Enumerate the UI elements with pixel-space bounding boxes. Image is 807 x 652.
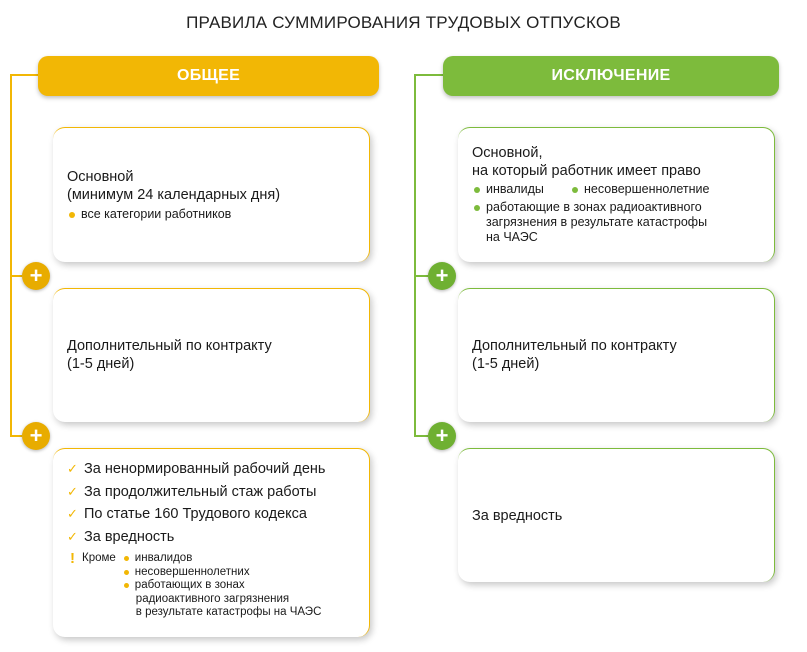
list-item	[570, 182, 709, 197]
general-additional-leave-card	[53, 448, 370, 637]
bullet-text: инвалиды	[486, 182, 544, 196]
list-item	[67, 526, 359, 549]
connector-line	[10, 74, 38, 76]
bullet-text: несовершеннолетние	[584, 182, 710, 196]
bullet-dot-icon	[124, 583, 129, 588]
connector-line	[414, 275, 428, 277]
card-text: Дополнительный по контракту	[67, 338, 272, 354]
note-list	[122, 552, 322, 620]
note-label: Кроме	[82, 552, 116, 564]
bullet-text: на ЧАЭС	[486, 230, 538, 244]
item-text: За вредность	[84, 528, 175, 545]
bullet-dot-icon	[69, 212, 75, 218]
list-item-continuation	[122, 593, 322, 607]
bullet-text: в результате катастрофы на ЧАЭС	[135, 606, 322, 618]
card-text: (1-5 дней)	[472, 356, 540, 372]
check-icon: ✓	[67, 506, 78, 522]
connector-line	[414, 74, 443, 76]
plus-icon: +	[22, 262, 50, 290]
exception-contract-leave-card	[458, 288, 775, 422]
bullet-dot-icon	[572, 187, 578, 193]
bullet-text: несовершеннолетних	[134, 565, 250, 578]
bullet-text: работающих в зонах	[134, 579, 245, 591]
check-icon: ✓	[67, 483, 78, 499]
general-main-leave-card	[53, 127, 370, 262]
item-text: За продолжительный стаж работы	[84, 483, 317, 500]
bullet-text: радиоактивного загрязнения	[135, 592, 290, 605]
list-item-continuation	[122, 606, 322, 620]
list-item	[67, 503, 359, 526]
list-item	[67, 481, 359, 504]
card-text: Основной	[67, 169, 134, 185]
card-text: (минимум 24 календарных дня)	[67, 187, 281, 203]
bullet-text: инвалидов	[134, 552, 193, 564]
list-item	[122, 579, 322, 593]
exception-hazard-leave-card	[458, 448, 775, 582]
list-item	[472, 200, 764, 245]
card-text: Дополнительный по контракту	[472, 338, 677, 354]
plus-icon: +	[428, 262, 456, 290]
diagram-title: ПРАВИЛА СУММИРОВАНИЯ ТРУДОВЫХ ОТПУСКОВ	[186, 13, 621, 32]
check-icon: ✓	[67, 461, 78, 477]
bullet-dot-icon	[124, 556, 129, 561]
bullet-dot-icon	[474, 205, 480, 211]
connector-line	[10, 74, 12, 436]
card-text: Основной,	[472, 145, 543, 161]
general-header: ОБЩЕЕ	[38, 56, 379, 96]
bullet-text: загрязнения в результате катастрофы	[486, 215, 708, 229]
list-item	[67, 458, 359, 481]
card-text: (1-5 дней)	[67, 356, 135, 372]
plus-icon: +	[22, 422, 50, 450]
exception-note	[67, 552, 359, 620]
card-text: За вредность	[472, 508, 563, 524]
card-text: на который работник имеет право	[472, 163, 701, 179]
connector-line	[10, 275, 22, 277]
general-contract-leave-card	[53, 288, 370, 422]
exception-header: ИСКЛЮЧЕНИЕ	[443, 56, 779, 96]
bullet-text: все категории работников	[81, 207, 232, 221]
list-item	[67, 207, 359, 222]
connector-line	[414, 435, 428, 437]
list-item	[122, 552, 322, 566]
exception-main-leave-card	[458, 127, 775, 262]
bullet-dot-icon	[124, 570, 129, 575]
check-icon: ✓	[67, 528, 78, 544]
connector-line	[414, 74, 416, 436]
exclamation-icon: !	[70, 550, 75, 567]
list-item	[122, 566, 322, 580]
item-text: По статье 160 Трудового кодекса	[84, 506, 308, 523]
item-text: За ненормированный рабочий день	[84, 461, 326, 478]
list-item	[472, 182, 570, 197]
bullet-dot-icon	[474, 187, 480, 193]
bullet-text: работающие в зонах радиоактивного	[486, 200, 702, 214]
plus-icon: +	[428, 422, 456, 450]
connector-line	[10, 435, 22, 437]
